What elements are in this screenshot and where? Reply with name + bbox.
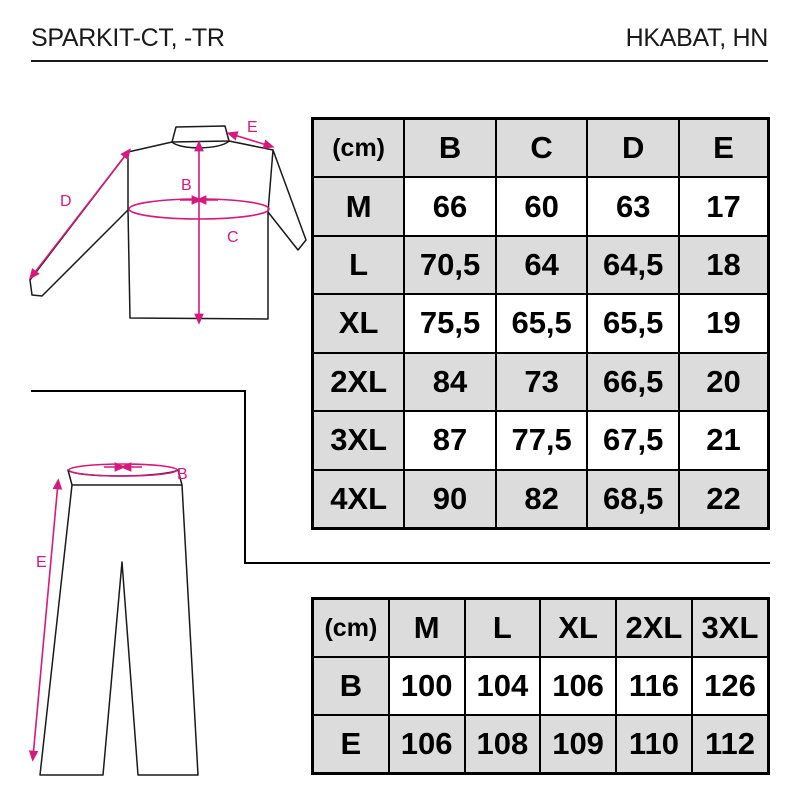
- row-header: 3XL: [313, 411, 405, 469]
- product-type-title: HKABAT, HN: [625, 24, 768, 52]
- table-cell: 66,5: [587, 353, 679, 411]
- jacket-label-e: E: [247, 119, 258, 136]
- table-cell: 60: [496, 177, 588, 235]
- table-cell: 20: [679, 353, 768, 411]
- table-cell: 108: [465, 715, 541, 774]
- jacket-label-b: B: [181, 177, 192, 194]
- column-header: 2XL: [616, 599, 692, 658]
- column-header: 3XL: [692, 599, 769, 658]
- column-header: D: [587, 119, 679, 178]
- table-cell: 116: [616, 657, 692, 715]
- table-cell: 112: [692, 715, 769, 774]
- table-cell: 82: [496, 470, 588, 529]
- table-cell: 21: [679, 411, 768, 469]
- row-header: L: [313, 236, 405, 294]
- row-header: E: [313, 715, 389, 774]
- trousers-label-e: E: [36, 554, 47, 571]
- table-header-row: [313, 119, 769, 178]
- table-cell: 106: [389, 715, 465, 774]
- table-cell: 65,5: [587, 294, 679, 352]
- column-header: E: [679, 119, 768, 178]
- row-header: B: [313, 657, 389, 715]
- trousers-size-table: [311, 597, 770, 775]
- trousers-measure-lines: [33, 464, 177, 757]
- table-corner-cell: (cm): [313, 599, 389, 658]
- table-cell: 70,5: [404, 236, 496, 294]
- jacket-label-d: D: [60, 193, 72, 210]
- table-cell: 64,5: [587, 236, 679, 294]
- table-row: [313, 470, 769, 529]
- row-header: M: [313, 177, 405, 235]
- table-cell: 87: [404, 411, 496, 469]
- table-cell: 63: [587, 177, 679, 235]
- row-header: 2XL: [313, 353, 405, 411]
- table-cell: 19: [679, 294, 768, 352]
- table-row: [313, 715, 769, 774]
- table-cell: 65,5: [496, 294, 588, 352]
- table-row: [313, 411, 769, 469]
- table-row: [313, 353, 769, 411]
- column-header: XL: [540, 599, 616, 658]
- table-cell: 100: [389, 657, 465, 715]
- jacket-label-c: C: [227, 229, 239, 246]
- column-header: C: [496, 119, 588, 178]
- jacket-measure-lines: [32, 134, 270, 320]
- row-header: 4XL: [313, 470, 405, 529]
- jacket-size-table: [311, 117, 770, 530]
- table-cell: 84: [404, 353, 496, 411]
- table-corner-cell: (cm): [313, 119, 405, 178]
- table-cell: 18: [679, 236, 768, 294]
- table-row: [313, 177, 769, 235]
- column-header: B: [404, 119, 496, 178]
- table-cell: 126: [692, 657, 769, 715]
- table-cell: 90: [404, 470, 496, 529]
- product-code-title: SPARKIT-CT, -TR: [31, 24, 225, 52]
- table-cell: 22: [679, 470, 768, 529]
- table-row: [313, 657, 769, 715]
- trousers-label-b: B: [177, 466, 188, 483]
- table-row: [313, 294, 769, 352]
- table-cell: 64: [496, 236, 588, 294]
- trousers-outline: [40, 470, 198, 775]
- table-cell: 66: [404, 177, 496, 235]
- table-cell: 77,5: [496, 411, 588, 469]
- column-header: M: [389, 599, 465, 658]
- table-cell: 109: [540, 715, 616, 774]
- table-cell: 17: [679, 177, 768, 235]
- jacket-outline: [30, 126, 306, 319]
- table-cell: 68,5: [587, 470, 679, 529]
- table-row: [313, 236, 769, 294]
- table-header-row: [313, 599, 769, 658]
- table-cell: 75,5: [404, 294, 496, 352]
- table-cell: 73: [496, 353, 588, 411]
- table-cell: 110: [616, 715, 692, 774]
- table-cell: 67,5: [587, 411, 679, 469]
- row-header: XL: [313, 294, 405, 352]
- table-cell: 104: [465, 657, 541, 715]
- table-cell: 106: [540, 657, 616, 715]
- column-header: L: [465, 599, 541, 658]
